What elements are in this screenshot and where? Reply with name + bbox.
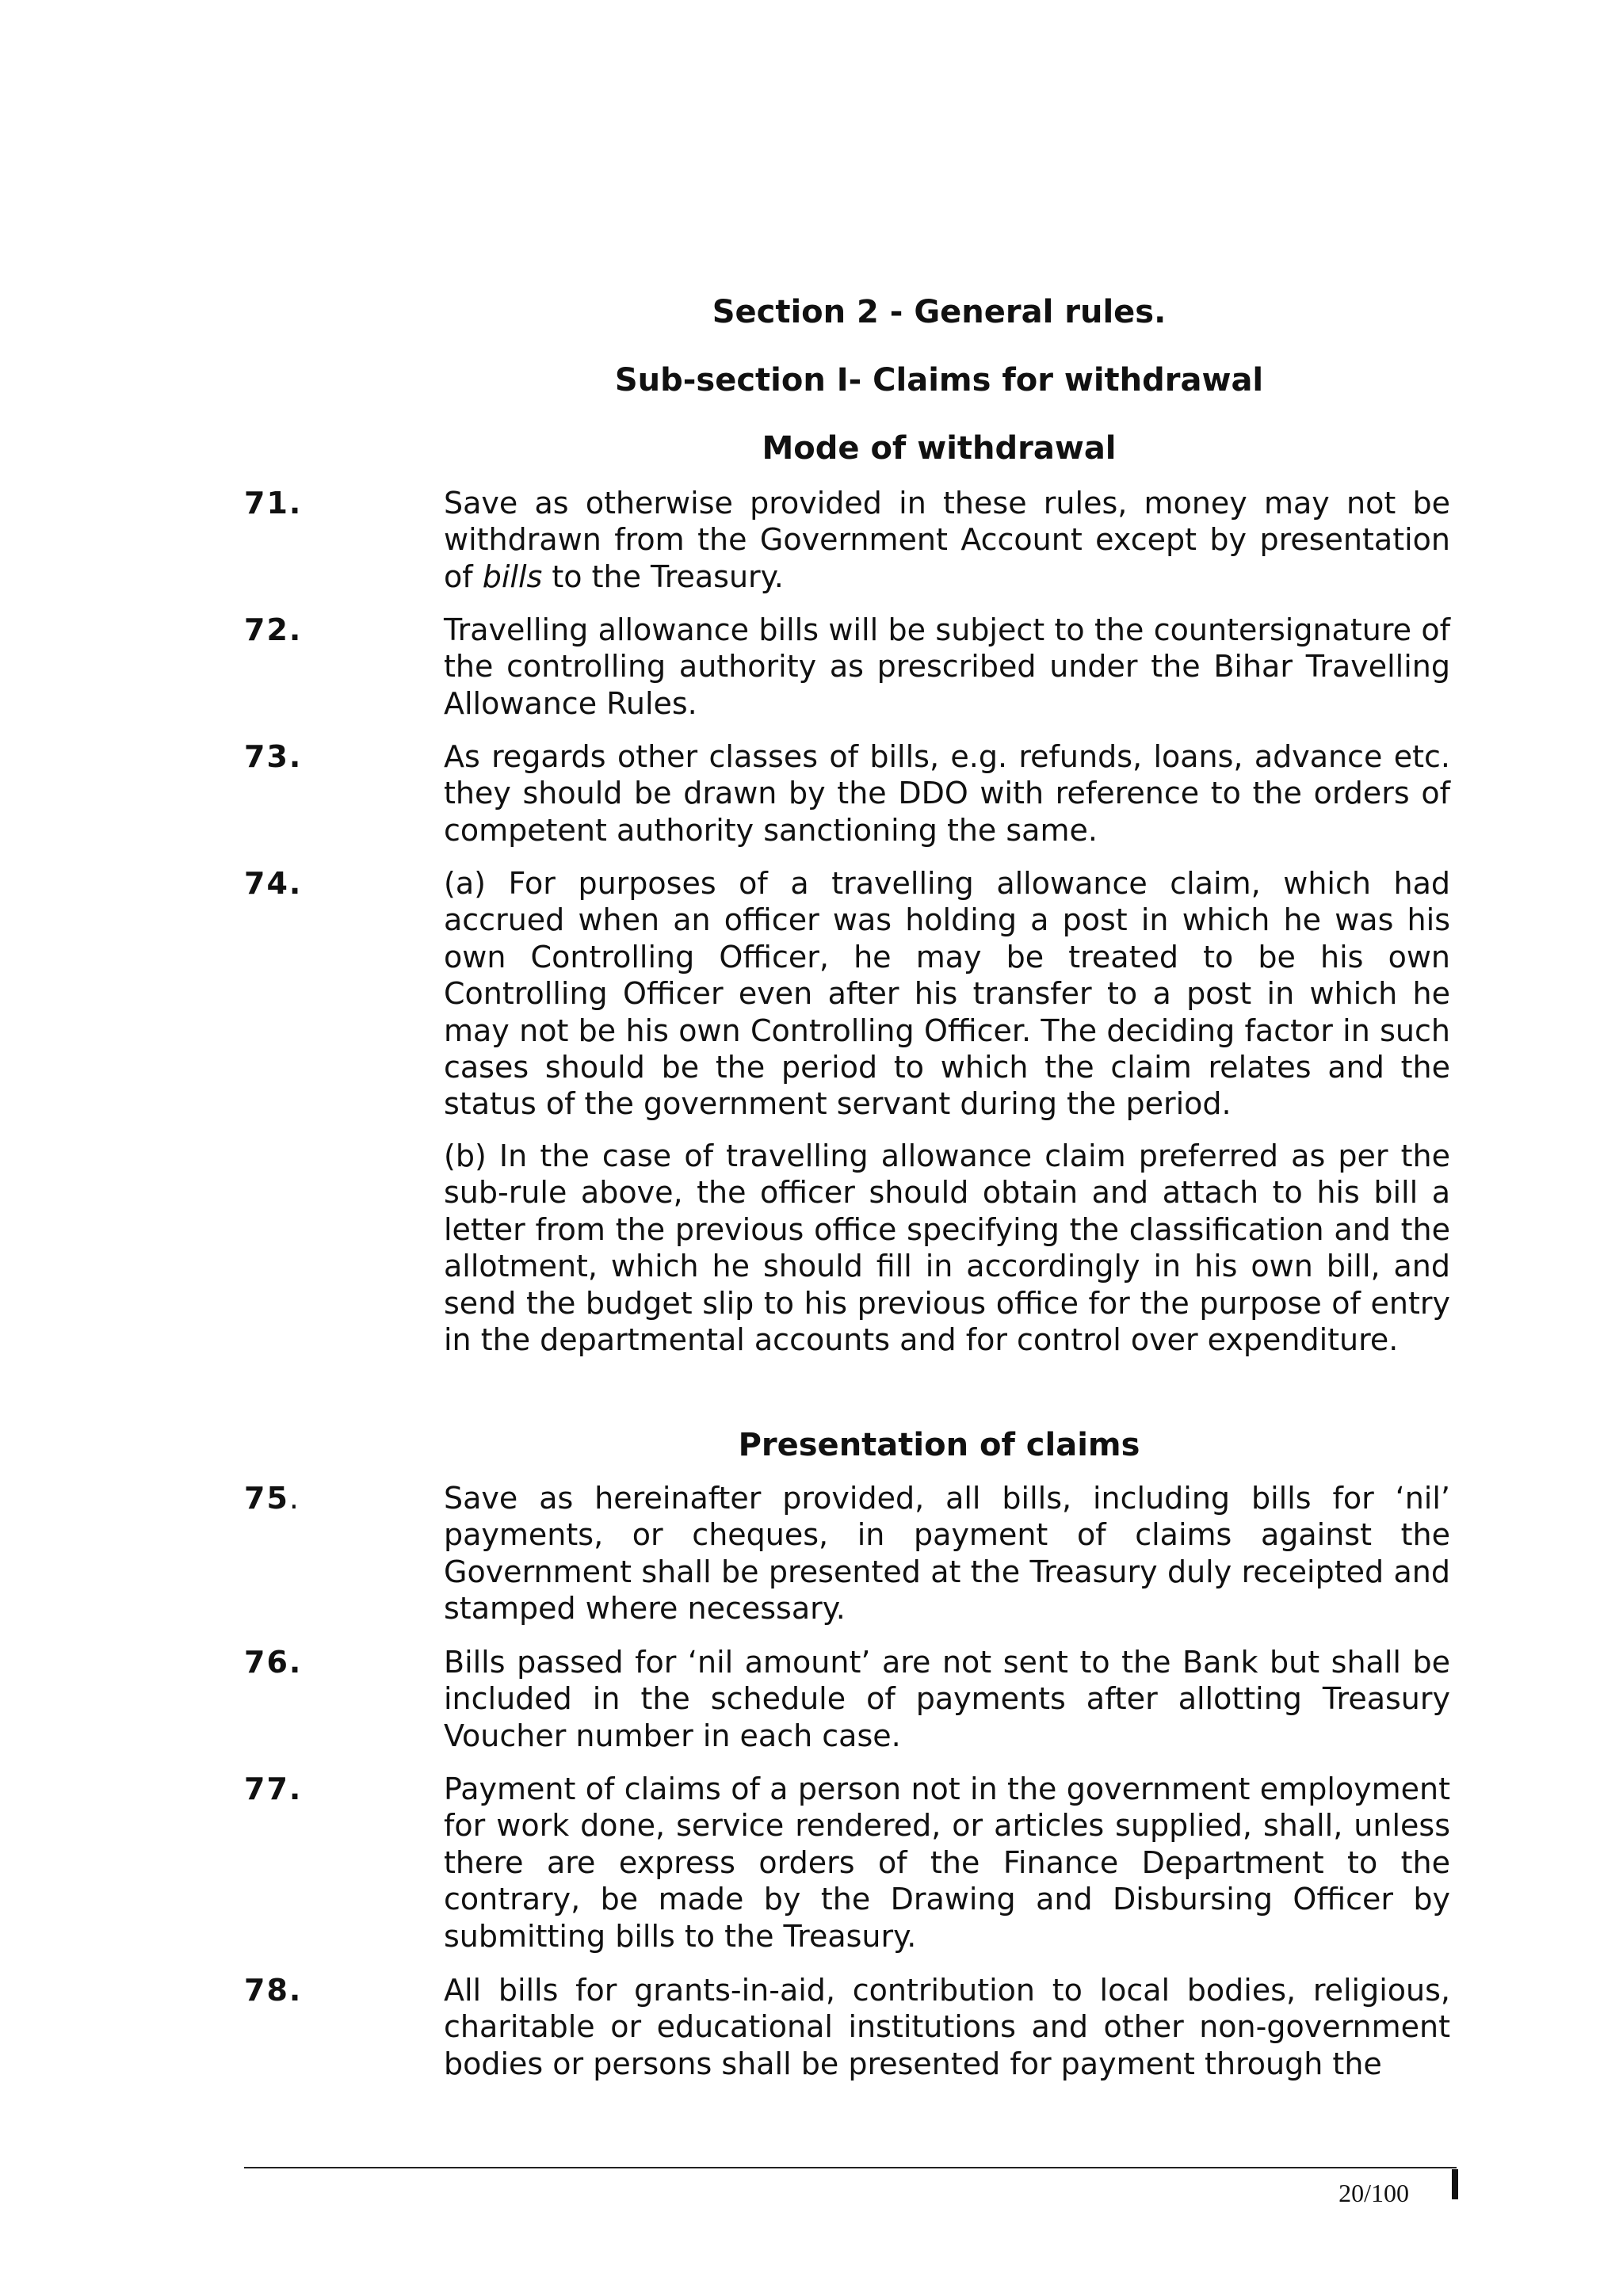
rule-75-text: Save as hereinafter provided, all bills, including bills for ‘nil’ payments, or cheques, in payment of claims against the Government shall be presented at the Treasury duly receipted and stamped where necessary. xyxy=(444,1481,1450,1627)
rule-74-text-a: (a) For purposes of a travelling allowance claim, which had accrued when an officer was holding a post in which he was his own Controlling Officer, he may be treated to be his own Controlling Officer even after his transfer to a post in which he may not be his own Controlling Officer. The deciding factor in such cases should be the period to which the claim relates and the status of the government servant during the period. xyxy=(444,866,1450,1122)
rule-71-italic-bills: bills xyxy=(482,559,543,594)
presentation-of-claims-heading: Presentation of claims xyxy=(738,1427,1140,1463)
mode-of-withdrawal-heading: Mode of withdrawal xyxy=(762,430,1117,467)
rule-78-number: 78. xyxy=(244,1973,303,2008)
page-number: 20/100 xyxy=(1338,2179,1409,2207)
rule-75-number xyxy=(244,1480,300,1516)
rule-76-number: 76. xyxy=(244,1645,303,1680)
rule-71-number: 71. xyxy=(244,486,303,521)
rule-73-number: 73. xyxy=(244,739,303,774)
section-heading: Section 2 - General rules. xyxy=(712,294,1167,330)
rule-71-text xyxy=(444,485,1450,595)
rule-76-text: Bills passed for ‘nil amount’ are not sent to the Bank but shall be included in the schedule of payments after allotting Treasury Voucher number in each case. xyxy=(444,1645,1450,1753)
footer-divider xyxy=(244,2167,1457,2168)
rule-74-number: 74. xyxy=(244,866,303,901)
subsection-heading: Sub-section I- Claims for withdrawal xyxy=(614,362,1264,399)
rule-74-text-b: (b) In the case of travelling allowance claim preferred as per the sub-rule above, the officer should obtain and attach to his bill a letter from the previous office specifying the classification and the allotment, which he should fill in accordingly in his own bill, and send the budget slip to his previous office for the purpose of entry in the departmental accounts and for control over expenditure. xyxy=(444,1138,1450,1358)
rule-72-number: 72. xyxy=(244,612,303,647)
rule-77-number: 77. xyxy=(244,1772,303,1806)
page-marker-bar xyxy=(1452,2169,1458,2199)
rule-78-text: All bills for grants-in-aid, contribution to local bodies, religious, charitable or educational institutions and other non-government bodies or persons shall be presented for payment through the xyxy=(444,1973,1450,2081)
rule-73-text: As regards other classes of bills, e.g. refunds, loans, advance etc. they should be drawn by the DDO with reference to the orders of competent authority sanctioning the same. xyxy=(444,739,1450,848)
rule-77-text: Payment of claims of a person not in the government employment for work done, service rendered, or articles supplied, shall, unless there are express orders of the Finance Department to the contrary, be made by the Drawing and Disbursing Officer by submitting bills to the Treasury. xyxy=(444,1772,1450,1954)
rule-75-number-digits: 75 xyxy=(244,1481,289,1516)
rule-71-text-part1: Save as otherwise provided in these rules, money may not be withdrawn from the Government Account except by presentation of xyxy=(444,486,1450,594)
rule-75-number-period: . xyxy=(288,1481,300,1516)
rule-71-text-part2: to the Treasury. xyxy=(542,559,784,594)
rule-72-text: Travelling allowance bills will be subject to the countersignature of the controlling authority as prescribed under the Bihar Travelling Allowance Rules. xyxy=(444,612,1450,721)
